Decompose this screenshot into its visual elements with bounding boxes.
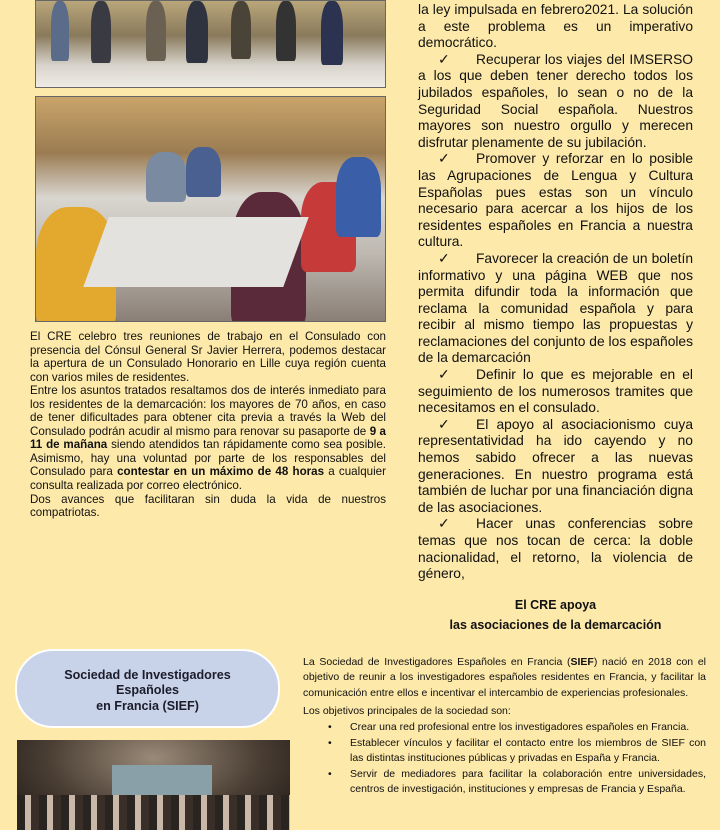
list-item: • Crear una red profesional entre los investigadores españoles en Francia. (303, 720, 706, 735)
meeting-group-photo (35, 0, 386, 88)
objectives-list (303, 720, 706, 797)
checklist-item: ✓ Recuperar los viajes del IMSERSO a los que deben tener derecho todos los jubilados españoles, lo sean o no de la Seguridad Social española. Nuestros mayores son nuestro orgullo y merecen disfrutar plenamente de su jubilación. (418, 51, 693, 150)
check-icon: ✓ (438, 516, 450, 532)
checklist-item: ✓ El apoyo al asociacionismo cuya representatividad ha ido cayendo y no hemos sabido ofrecer a las nuevas generaciones. En nuestro programa está también de luchar por una financiación digna de las asociaciones. (418, 416, 693, 515)
paragraph: El CRE celebro tres reuniones de trabajo en el Consulado con presencia del Cónsul General Sr Javier Herrera, podemos destacar la apertura de un Consulado Honorario en Lille cuya región cuenta con varios miles de residentes. (30, 330, 386, 384)
paragraph: Entre los asuntos tratados resaltamos dos de interés inmediato para los residentes de la demarcación: los mayores de 70 años, en caso de tener dificultades para obtener cita previa a través la Web del Consulado podrán acudir al mismo para renovar su pasaporte de 9 a 11 de mañana siendo atendidos tan rápidamente como sea posible. Asimismo, hay una voluntad por parte de los responsables del Consulado para contestar en un máximo de 48 horas a cualquier consulta realizada por correo electrónico. (30, 384, 387, 493)
checklist-item: ✓ Definir lo que es mejorable en el seguimiento de los numerosos tramites que necesitamos en el consulado. (418, 367, 693, 416)
sief-group-photo (17, 740, 290, 830)
consulate-meeting-photo (35, 96, 386, 322)
checklist-item: ✓ Promover y reforzar en lo posible las Agrupaciones de Lengua y Cultura Españolas pues estas son un vínculo necesario para acercar a los hijos de los residentes españoles en Francia a nuestra cultura. (418, 151, 693, 250)
sief-title-box: Sociedad de Investigadores Españoles en Francia (SIEF) (15, 649, 280, 728)
check-icon: ✓ (438, 250, 450, 266)
check-icon: ✓ (438, 416, 450, 432)
paragraph: Dos avances que facilitaran sin duda la vida de nuestros compatriotas. (30, 492, 386, 520)
bottom-section (0, 649, 720, 830)
program-article (418, 0, 693, 635)
consulate-article (30, 330, 386, 520)
paragraph: la ley impulsada en febrero2021. La solución a este problema es un imperativo democrático. (418, 2, 693, 51)
sief-article (303, 655, 706, 798)
paragraph: La Sociedad de Investigadores Españoles en Francia (SIEF) nació en 2018 con el objetivo de reunir a los investigadores españoles residentes en Francia, y facilitar la comunicación entre ellos e incentivar el intercambio de experiencias profesionales. (303, 655, 707, 699)
left-column (30, 0, 386, 520)
list-item: • Servir de mediadores para facilitar la colaboración entre universidades, centros de investigación, instituciones y empresas de Francia y España. (303, 767, 706, 798)
checklist-item: ✓ Favorecer la creación de un boletín informativo y una página WEB que nos permita difundir toda la información que reclama la comunidad española y para recibir al mismo tiempo las propuestas y reclamaciones del conjunto de los españoles de la demarcación (418, 250, 693, 366)
check-icon: ✓ (438, 51, 450, 67)
sief-left-column (17, 649, 290, 830)
list-item: • Establecer vínculos y facilitar el contacto entre los miembros de SIEF con las distintas instituciones públicas y privadas en España y Francia. (303, 736, 706, 767)
paragraph: Los objetivos principales de la sociedad son: (303, 705, 511, 717)
closing-heading: El CRE apoya las asociaciones de la demarcación (449, 597, 662, 632)
check-icon: ✓ (438, 151, 450, 167)
check-icon: ✓ (438, 367, 450, 383)
checklist-item: ✓ Hacer unas conferencias sobre temas que nos tocan de cerca: la doble nacionalidad, el retorno, la violencia de género, (418, 516, 693, 582)
